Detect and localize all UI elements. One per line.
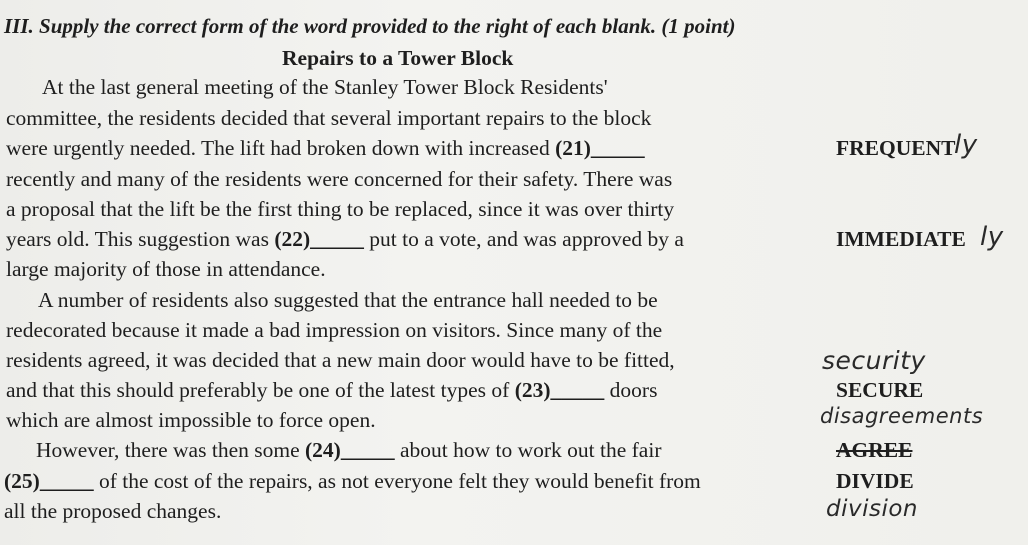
prompt-word-22: IMMEDIATE <box>836 227 966 251</box>
passage-line-14 <box>4 467 701 495</box>
passage-line-6 <box>6 225 684 253</box>
line-14-text: of the cost of the repairs, as not everyone felt they would benefit from <box>93 469 701 493</box>
line-11-text-b: doors <box>604 378 658 402</box>
handwritten-answer-23: security <box>822 346 926 375</box>
line-6-text-b: put to a vote, and was approved by a <box>363 227 684 251</box>
line-11-text-a: and that this should preferably be one of the latest types of <box>6 378 515 402</box>
passage-line-3 <box>6 134 645 162</box>
prompt-word-25: DIVIDE <box>836 469 914 493</box>
blank-24: (24)_____ <box>305 438 395 462</box>
passage-line-5: a proposal that the lift be the first thing to be replaced, since it was over thirty <box>6 197 675 221</box>
prompt-word-23: SECURE <box>836 378 924 402</box>
handwritten-answer-25: division <box>826 496 919 522</box>
handwritten-answer-24: disagreements <box>820 404 984 428</box>
blank-21: (21)_____ <box>555 136 645 160</box>
exercise-heading: III. Supply the correct form of the word provided to the right of each blank. (1 point) <box>4 14 736 38</box>
passage-line-2: committee, the residents decided that several important repairs to the block <box>6 106 652 130</box>
line-3-text: were urgently needed. The lift had broken down with increased <box>6 136 556 160</box>
prompt-word-24: AGREE <box>836 438 913 462</box>
handwritten-answer-21: ly <box>954 130 978 160</box>
passage-line-11 <box>6 376 657 404</box>
blank-22: (22)_____ <box>274 227 364 251</box>
passage-line-8: A number of residents also suggested that the entrance hall needed to be <box>38 288 658 312</box>
passage-line-7: large majority of those in attendance. <box>6 257 326 281</box>
passage-line-1: At the last general meeting of the Stanley Tower Block Residents' <box>42 75 608 99</box>
prompt-word-21: FREQUENT <box>836 136 956 160</box>
passage-line-15: all the proposed changes. <box>4 499 222 523</box>
passage-line-10: residents agreed, it was decided that a new main door would have to be fitted, <box>6 348 675 372</box>
passage-line-12: which are almost impossible to force open. <box>6 408 376 432</box>
line-6-text-a: years old. This suggestion was <box>6 227 275 251</box>
blank-25: (25)_____ <box>4 469 94 493</box>
passage-title: Repairs to a Tower Block <box>282 46 514 70</box>
handwritten-answer-22: ly <box>980 222 1004 252</box>
line-13-text-a: However, there was then some <box>36 438 305 462</box>
passage-line-9: redecorated because it made a bad impression on visitors. Since many of the <box>6 318 663 342</box>
passage-line-13 <box>36 436 661 464</box>
line-13-text-b: about how to work out the fair <box>394 438 662 462</box>
passage-line-4: recently and many of the residents were concerned for their safety. There was <box>6 167 673 191</box>
blank-23: (23)_____ <box>514 378 605 402</box>
